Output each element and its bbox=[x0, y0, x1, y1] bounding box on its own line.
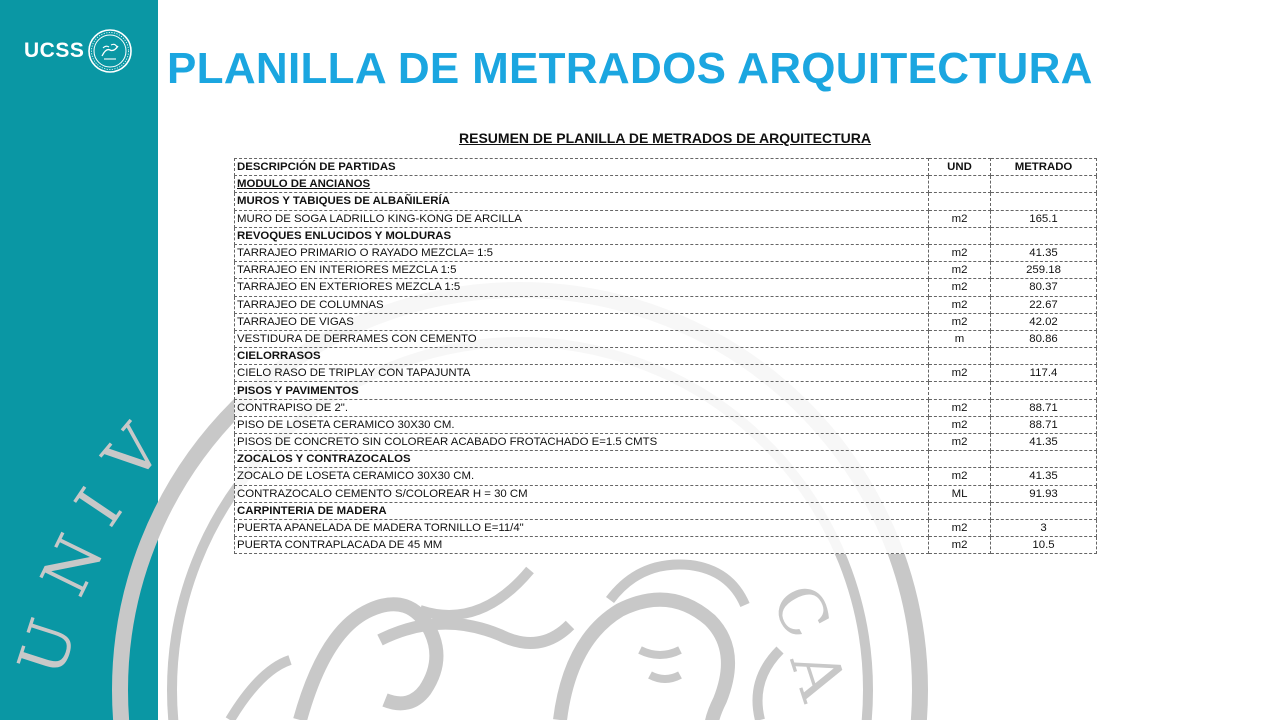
row-quantity: 10.5 bbox=[991, 537, 1097, 554]
row-quantity bbox=[991, 176, 1097, 193]
row-quantity: 88.71 bbox=[991, 399, 1097, 416]
table-row bbox=[235, 262, 1097, 279]
row-quantity: 165.1 bbox=[991, 210, 1097, 227]
row-description: MURO DE SOGA LADRILLO KING-KONG DE ARCILLA bbox=[235, 210, 929, 227]
row-quantity: 91.93 bbox=[991, 485, 1097, 502]
row-unit bbox=[929, 348, 991, 365]
row-description: VESTIDURA DE DERRAMES CON CEMENTO bbox=[235, 330, 929, 347]
row-description: CIELO RASO DE TRIPLAY CON TAPAJUNTA bbox=[235, 365, 929, 382]
row-unit: m2 bbox=[929, 537, 991, 554]
svg-text:A: A bbox=[774, 642, 860, 709]
table-row bbox=[235, 244, 1097, 261]
table-row bbox=[235, 348, 1097, 365]
row-quantity: 22.67 bbox=[991, 296, 1097, 313]
row-description: CIELORRASOS bbox=[235, 348, 929, 365]
row-description: PUERTA APANELADA DE MADERA TORNILLO E=11/4" bbox=[235, 519, 929, 536]
row-unit: m2 bbox=[929, 313, 991, 330]
svg-text:U: U bbox=[4, 610, 92, 685]
row-unit bbox=[929, 227, 991, 244]
row-description: PISOS DE CONCRETO SIN COLOREAR ACABADO FROTACHADO E=1.5 CMTS bbox=[235, 434, 929, 451]
table-row bbox=[235, 502, 1097, 519]
table-row bbox=[235, 210, 1097, 227]
row-quantity bbox=[991, 451, 1097, 468]
table-row bbox=[235, 399, 1097, 416]
table-row bbox=[235, 176, 1097, 193]
row-unit: m2 bbox=[929, 262, 991, 279]
table-row bbox=[235, 451, 1097, 468]
row-unit: m2 bbox=[929, 210, 991, 227]
row-unit bbox=[929, 502, 991, 519]
row-description: CONTRAZOCALO CEMENTO S/COLOREAR H = 30 CM bbox=[235, 485, 929, 502]
row-description: TARRAJEO DE COLUMNAS bbox=[235, 296, 929, 313]
row-quantity bbox=[991, 348, 1097, 365]
metrados-table bbox=[234, 158, 1097, 554]
table-row bbox=[235, 382, 1097, 399]
row-quantity: 117.4 bbox=[991, 365, 1097, 382]
logo-text: UCSS bbox=[24, 39, 85, 62]
row-unit bbox=[929, 176, 991, 193]
metrados-sheet bbox=[234, 130, 1096, 554]
row-quantity bbox=[991, 193, 1097, 210]
row-quantity: 41.35 bbox=[991, 244, 1097, 261]
row-unit: m2 bbox=[929, 468, 991, 485]
table-row bbox=[235, 485, 1097, 502]
row-quantity bbox=[991, 382, 1097, 399]
row-description: CARPINTERIA DE MADERA bbox=[235, 502, 929, 519]
row-quantity: 259.18 bbox=[991, 262, 1097, 279]
row-unit: m2 bbox=[929, 279, 991, 296]
row-description: ZOCALO DE LOSETA CERAMICO 30X30 CM. bbox=[235, 468, 929, 485]
ucss-logo bbox=[24, 28, 133, 74]
row-quantity: 80.37 bbox=[991, 279, 1097, 296]
row-description: PUERTA CONTRAPLACADA DE 45 MM bbox=[235, 537, 929, 554]
row-description: ZOCALOS Y CONTRAZOCALOS bbox=[235, 451, 929, 468]
row-quantity bbox=[991, 227, 1097, 244]
table-row bbox=[235, 416, 1097, 433]
table-row bbox=[235, 330, 1097, 347]
svg-text:V: V bbox=[90, 412, 177, 496]
row-description: MODULO DE ANCIANOS bbox=[235, 176, 929, 193]
row-quantity: 42.02 bbox=[991, 313, 1097, 330]
row-description: PISO DE LOSETA CERAMICO 30X30 CM. bbox=[235, 416, 929, 433]
row-unit: m2 bbox=[929, 399, 991, 416]
row-quantity: 41.35 bbox=[991, 434, 1097, 451]
table-row bbox=[235, 279, 1097, 296]
row-description: TARRAJEO EN INTERIORES MEZCLA 1:5 bbox=[235, 262, 929, 279]
row-unit: m2 bbox=[929, 519, 991, 536]
row-quantity: 41.35 bbox=[991, 468, 1097, 485]
table-row bbox=[235, 193, 1097, 210]
row-unit: m2 bbox=[929, 244, 991, 261]
table-header-row bbox=[235, 159, 1097, 176]
svg-text:N: N bbox=[27, 524, 119, 608]
row-quantity: 80.86 bbox=[991, 330, 1097, 347]
table-row bbox=[235, 537, 1097, 554]
table-row bbox=[235, 434, 1097, 451]
row-unit bbox=[929, 451, 991, 468]
row-description: CONTRAPISO DE 2". bbox=[235, 399, 929, 416]
row-quantity bbox=[991, 502, 1097, 519]
sheet-heading: RESUMEN DE PLANILLA DE METRADOS DE ARQUITECTURA bbox=[459, 130, 871, 146]
row-description: TARRAJEO DE VIGAS bbox=[235, 313, 929, 330]
row-unit bbox=[929, 382, 991, 399]
column-header-unit: UND bbox=[929, 159, 991, 176]
row-description: TARRAJEO EN EXTERIORES MEZCLA 1:5 bbox=[235, 279, 929, 296]
row-unit bbox=[929, 193, 991, 210]
slide-title: PLANILLA DE METRADOS ARQUITECTURA bbox=[167, 44, 1093, 93]
sidebar bbox=[0, 0, 158, 720]
row-description: MUROS Y TABIQUES DE ALBAÑILERÍA bbox=[235, 193, 929, 210]
table-row bbox=[235, 227, 1097, 244]
table-row bbox=[235, 313, 1097, 330]
row-quantity: 88.71 bbox=[991, 416, 1097, 433]
row-unit: m2 bbox=[929, 434, 991, 451]
row-unit: m2 bbox=[929, 296, 991, 313]
svg-text:I: I bbox=[61, 476, 138, 539]
row-description: REVOQUES ENLUCIDOS Y MOLDURAS bbox=[235, 227, 929, 244]
svg-text:C: C bbox=[755, 572, 845, 651]
row-description: PISOS Y PAVIMENTOS bbox=[235, 382, 929, 399]
table-row bbox=[235, 468, 1097, 485]
row-unit: m2 bbox=[929, 365, 991, 382]
row-unit: ML bbox=[929, 485, 991, 502]
row-quantity: 3 bbox=[991, 519, 1097, 536]
table-row bbox=[235, 519, 1097, 536]
column-header-description: DESCRIPCIÓN DE PARTIDAS bbox=[235, 159, 929, 176]
row-unit: m2 bbox=[929, 416, 991, 433]
table-row bbox=[235, 296, 1097, 313]
row-description: TARRAJEO PRIMARIO O RAYADO MEZCLA= 1:5 bbox=[235, 244, 929, 261]
column-header-quantity: METRADO bbox=[991, 159, 1097, 176]
university-seal-icon bbox=[87, 28, 133, 74]
table-row bbox=[235, 365, 1097, 382]
row-unit: m bbox=[929, 330, 991, 347]
